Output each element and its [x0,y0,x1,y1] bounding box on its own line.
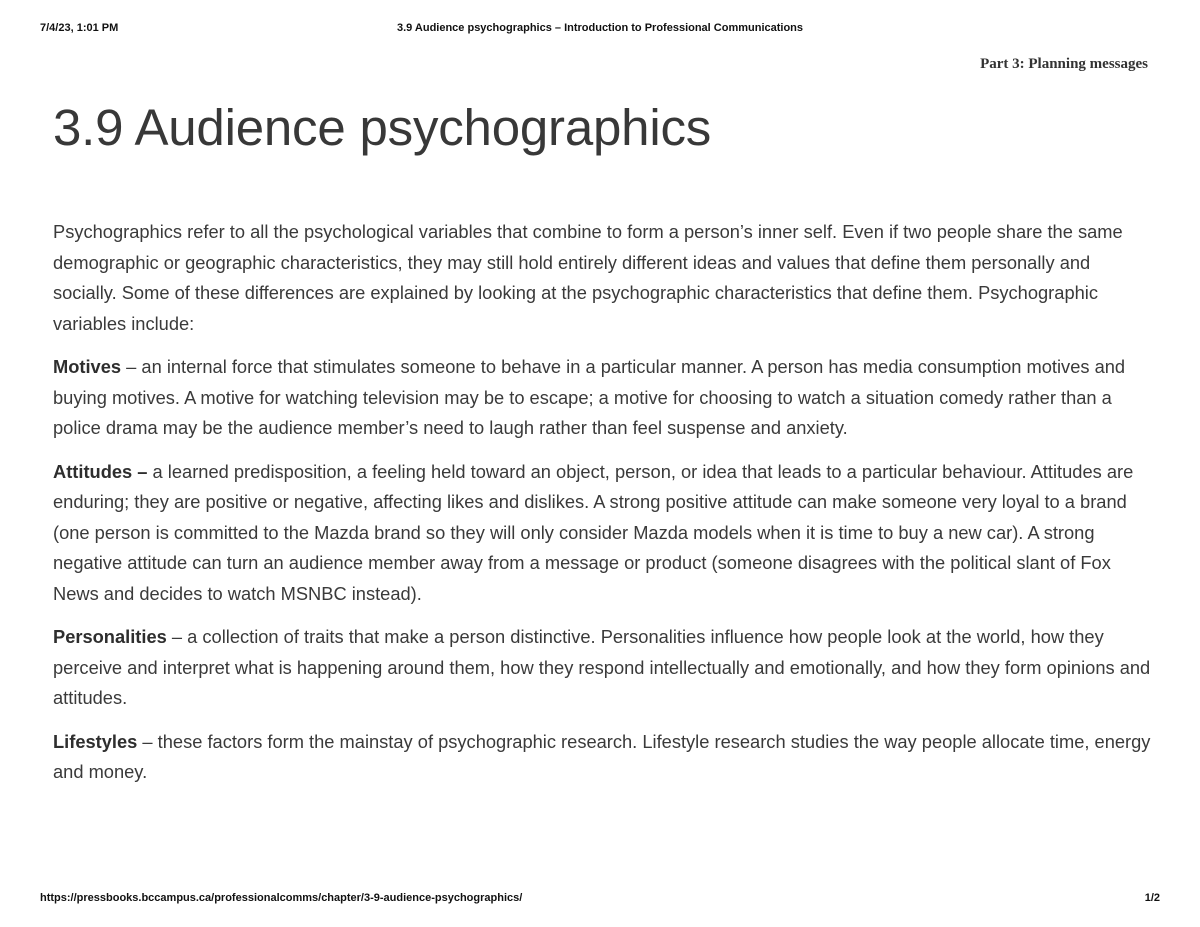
page-url: https://pressbooks.bccampus.ca/professionalcomms/chapter/3-9-audience-psychographics/ [40,892,523,904]
intro-paragraph: Psychographics refer to all the psychological variables that combine to form a person’s inner self. Even if two people share the same demographic or geographic characteristics, they may still hold entirely different ideas and values that define them personally and socially. Some of these differences are explained by looking at the psychographic characteristics that define them. Psychographic variables include: [53,221,1123,334]
print-footer [40,892,1160,908]
variable-lifestyles [53,727,1153,788]
variable-definition: – these factors form the mainstay of psychographic research. Lifestyle research studies the way people allocate time, energy and money. [53,730,1151,782]
page-number: 1/2 [1144,892,1160,904]
print-date: 7/4/23, 1:01 PM [40,22,119,34]
variable-motives [53,352,1153,444]
page-title: 3.9 Audience psychographics [53,99,712,156]
variable-definition: – a collection of traits that make a person distinctive. Personalities influence how people look at the world, how they perceive and interpret what is happening around them, how they respond intellectually and emotionally, and how they form opinions and attitudes. [53,626,1151,708]
variable-attitudes [53,457,1153,610]
variable-term: Lifestyles [53,730,138,752]
print-doc-title: 3.9 Audience psychographics – Introduction to Professional Communications [396,22,804,34]
variable-term: Attitudes – [53,460,148,482]
variable-personalities [53,622,1153,714]
variable-term: Motives [53,356,122,377]
variable-definition: – an internal force that stimulates someone to behave in a particular manner. A person has media consumption motives and buying motives. A motive for watching television may be to escape; a motive for choosing to watch a situation comedy rather than a police drama may be the audience member’s need to laugh rather than feel suspense and anxiety. [53,356,1126,438]
article-body [53,217,1153,801]
print-header [40,22,1160,38]
variable-term: Personalities [53,626,167,647]
part-label: Part 3: Planning messages [980,56,1148,72]
variable-definition: a learned predisposition, a feeling held toward an object, person, or idea that leads to a particular behaviour. Attitudes are enduring; they are positive or negative, affecting likes and dislikes. A strong positive attitude can make someone very loyal to a brand (one person is committed to the Mazda brand so they will only consider Mazda models when it is time to buy a new car). A strong negative attitude can turn an audience member away from a message or product (someone disagrees with the political slant of Fox News and decides to watch MSNBC instead). [53,460,1134,604]
